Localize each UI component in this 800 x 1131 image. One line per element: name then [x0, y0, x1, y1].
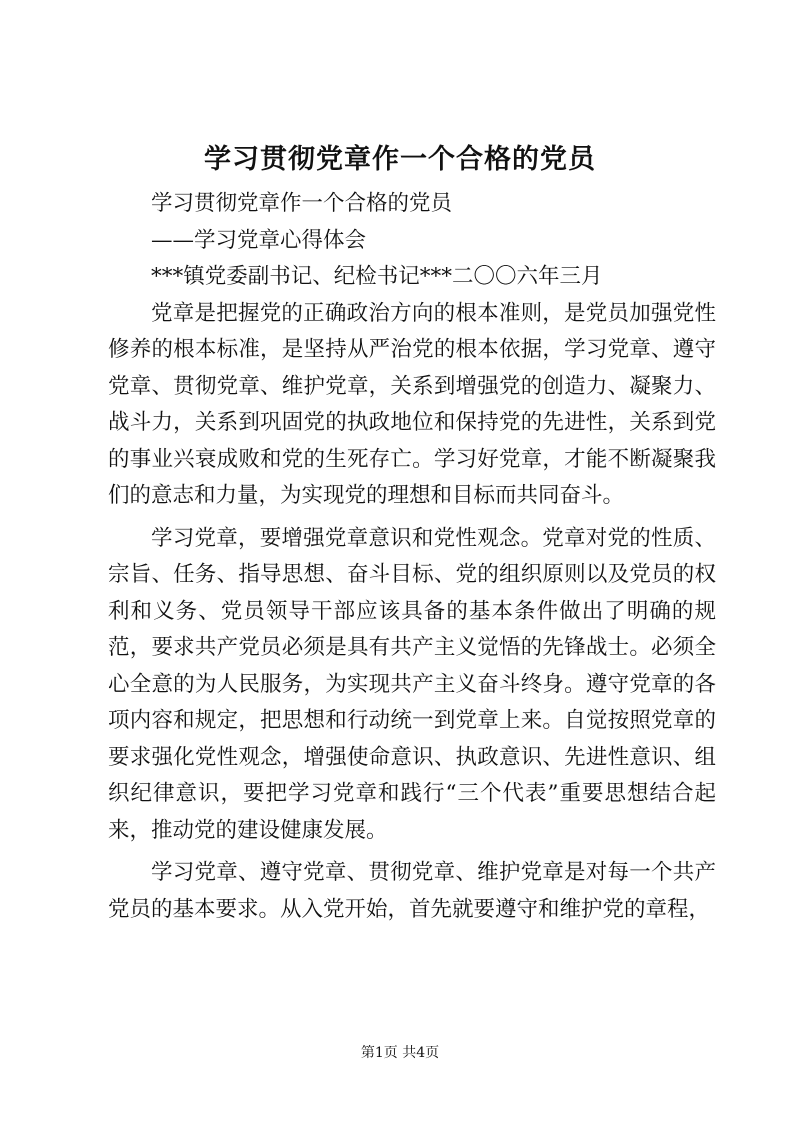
body-paragraph: 学习党章，要增强党章意识和党性观念。党章对党的性质、宗旨、任务、指导思想、奋斗目标、党的组织原则以及党员的权利和义务、党员领导干部应该具备的基本条件做出了明确的规范，要求共产党员必须是具有共产主义觉悟的先锋战士。必须全心全意的为人民服务，为实现共产主义奋斗终身。遵守党章的各项内容和规定，把思想和行动统一到党章上来。自觉按照党章的要求强化党性观念，增强使命意识、执政意识、先进性意识、组织纪律意识，要把学习党章和践行“三个代表”重要思想结合起来，推动党的建设健康发展。: [108, 525, 716, 843]
body-paragraph: 党章是把握党的正确政治方向的根本准则，是党员加强党性修养的根本标准，是坚持从严治党的根本依据，学习党章、遵守党章、贯彻党章、维护党章，关系到增强党的创造力、凝聚力、战斗力，关系到巩固党的执政地位和保持党的先进性，关系到党的事业兴衰成败和党的生死存亡。学习好党章，才能不断凝聚我们的意志和力量，为实现党的理想和目标而共同奋斗。: [108, 300, 716, 508]
page-number-footer: 第1页 共4页: [360, 1045, 440, 1061]
author-date-line: ***镇党委副书记、纪检书记***二〇〇六年三月: [151, 264, 603, 289]
document-body: [108, 186, 716, 928]
document-title: 学习贯彻党章作一个合格的党员: [204, 144, 596, 175]
subtitle-line: ——学习党章心得体会: [151, 227, 367, 253]
subtitle-line: 学习贯彻党章作一个合格的党员: [151, 191, 453, 216]
body-paragraph: 学习党章、遵守党章、贯彻党章、维护党章是对每一个共产党员的基本要求。从入党开始，首先就要遵守和维护党的章程，: [108, 860, 716, 922]
